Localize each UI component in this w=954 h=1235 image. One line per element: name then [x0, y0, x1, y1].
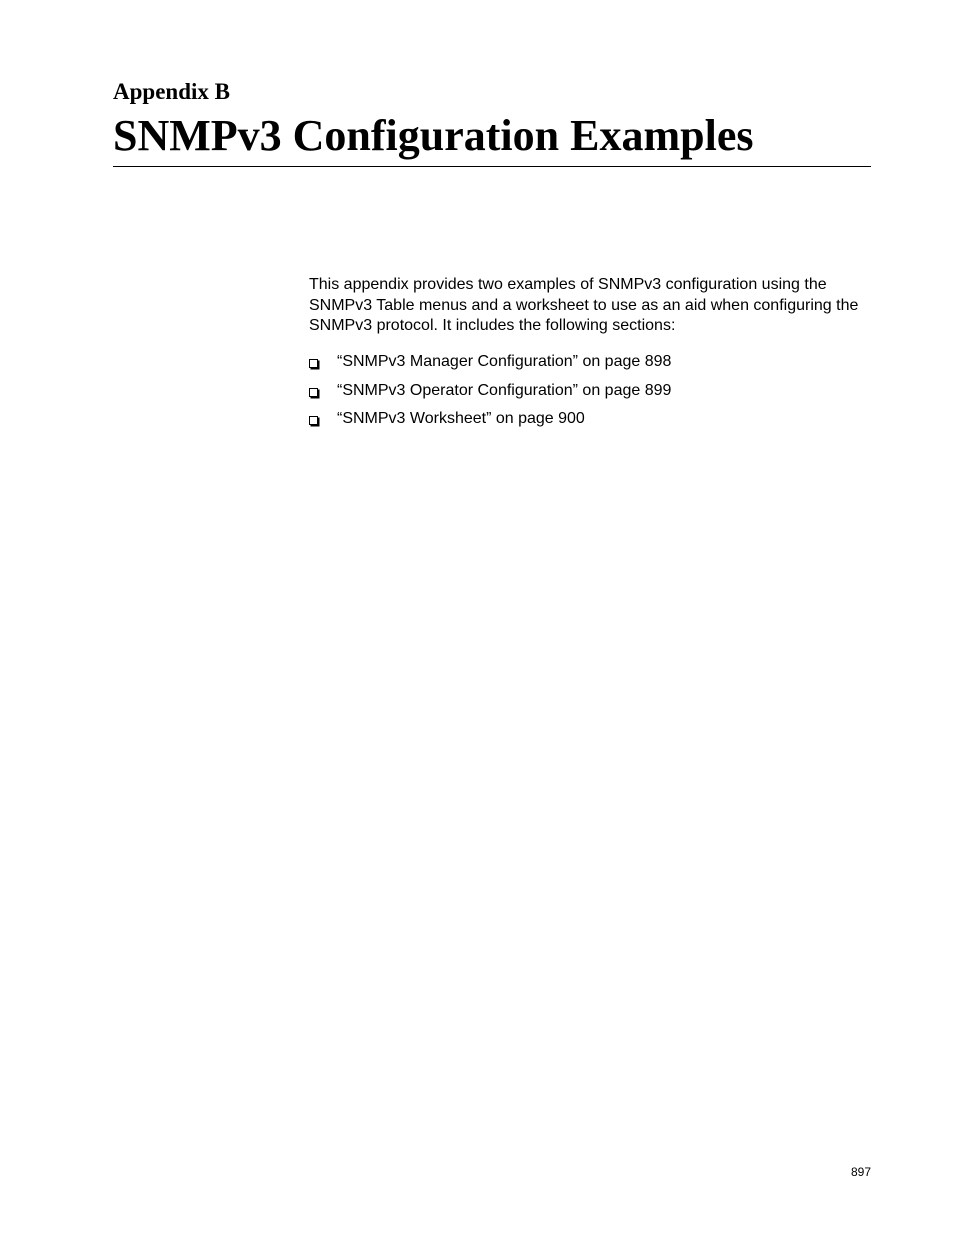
section-link[interactable]: “SNMPv3 Operator Configuration” on page 899	[337, 381, 672, 399]
section-link[interactable]: “SNMPv3 Worksheet” on page 900	[337, 410, 585, 428]
intro-paragraph: This appendix provides two examples of SNMPv3 configuration using the SNMPv3 Table menus and a worksheet to use as an aid when configuring the SNMPv3 protocol. It includes the following sections:	[309, 276, 859, 334]
title-divider	[113, 166, 871, 167]
page-number: 897	[851, 1165, 872, 1179]
checkbox-bullet-icon	[309, 416, 318, 425]
section-list	[309, 352, 671, 438]
list-item	[309, 352, 671, 381]
page-title: SNMPv3 Configuration Examples	[113, 111, 754, 160]
checkbox-bullet-icon	[309, 388, 318, 397]
list-item	[309, 381, 671, 410]
checkbox-bullet-icon	[309, 359, 318, 368]
section-link[interactable]: “SNMPv3 Manager Configuration” on page 898	[337, 353, 672, 370]
appendix-label: Appendix B	[113, 79, 230, 104]
list-item	[309, 409, 671, 438]
